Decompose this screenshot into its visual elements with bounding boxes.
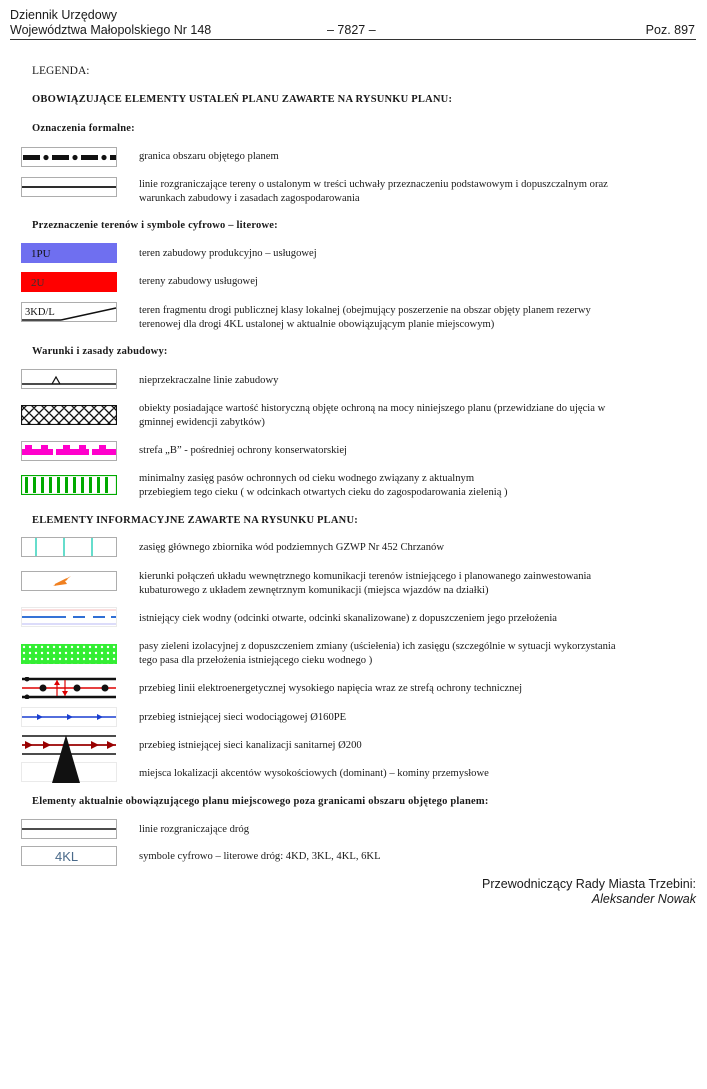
dividing-line-label-1: linie rozgraniczające tereny o ustalonym w treści uchwały przeznaczeniu podstawowym i dopuszczalnym oraz xyxy=(139,179,608,190)
powerline-symbol xyxy=(21,677,117,699)
protective-strip-symbol xyxy=(21,475,117,495)
road-symbol-code: 4KL xyxy=(55,849,79,864)
stream-symbol xyxy=(21,607,117,627)
stream-label: istniejący ciek wodny (odcinki otwarte, odcinki skanalizowane) z dopuszczeniem jego przełożenia xyxy=(139,613,557,624)
chimney-triangle-icon xyxy=(48,735,84,783)
aquifer-range-label: zasięg głównego zbiornika wód podziemnych GZWP Nr 452 Chrzanów xyxy=(139,542,444,553)
historic-object-label-2: gminnej ewidencji zabytków) xyxy=(139,417,265,428)
zone-2u-symbol xyxy=(21,272,117,292)
section-outside-heading: Elementy aktualnie obowiązującego planu miejscowego poza granicami obszaru objętego planem: xyxy=(32,796,489,807)
dividing-line-label-2: warunkach zabudowy i zasadach zagospodarowania xyxy=(139,193,360,204)
historic-object-symbol xyxy=(21,405,117,425)
access-direction-label-2: kubaturowego z układem zewnętrznym komunikacji (miejsca wjazdów na działki) xyxy=(139,585,489,596)
legend-title: LEGENDA: xyxy=(32,65,90,77)
header-rule xyxy=(10,39,696,40)
zone-3kdl-label-1: teren fragmentu drogi publicznej klasy lokalnej (obejmujący poszerzenie na obszar objęty planem rezerwy xyxy=(139,305,591,316)
subsection-formal-heading: Oznaczenia formalne: xyxy=(32,123,135,134)
page-number: – 7827 – xyxy=(327,23,376,37)
road-symbol-sample xyxy=(21,846,117,866)
isolation-green-symbol xyxy=(21,644,117,664)
road-symbol-label: symbole cyfrowo – literowe dróg: 4KD, 3KL, 4KL, 6KL xyxy=(139,851,381,862)
signature-role: Przewodniczący Rady Miasta Trzebini: xyxy=(482,877,696,891)
journal-title-line2: Województwa Małopolskiego Nr 148 xyxy=(10,23,212,37)
sewer-label: przebieg istniejącej sieci kanalizacji sanitarnej Ø200 xyxy=(139,740,362,751)
signature-name: Aleksander Nowak xyxy=(591,892,696,906)
building-line-symbol xyxy=(21,369,117,389)
historic-object-label-1: obiekty posiadające wartość historyczną objęte ochroną na mocy niniejszego planu (przewidziane do ujęcia w xyxy=(139,403,606,414)
section-binding-heading: OBOWIĄZUJĄCE ELEMENTY USTALEŃ PLANU ZAWARTE NA RYSUNKU PLANU: xyxy=(32,94,453,105)
plan-boundary-symbol xyxy=(21,147,117,167)
subsection-conditions-heading: Warunki i zasady zabudowy: xyxy=(32,346,168,357)
dividing-line-symbol xyxy=(21,177,117,197)
water-main-symbol xyxy=(21,707,117,727)
access-direction-symbol xyxy=(21,571,117,591)
zone-2u-code: 2U xyxy=(31,277,45,289)
isolation-green-label-2: tego pasa dla przełożenia istniejącego cieku wodnego ) xyxy=(139,655,373,666)
access-direction-label-1: kierunki połączeń układu wewnętrznego komunikacji terenów istniejącego i planowanego zainwestowania xyxy=(139,571,592,582)
isolation-green-label-1: pasy zieleni izolacyjnej z dopuszczeniem zmiany (uściełenia) ich zasięgu (szczególnie w sytuacji wykorzystania xyxy=(139,641,616,652)
building-line-label: nieprzekraczalne linie zabudowy xyxy=(139,375,279,386)
section-info-heading: ELEMENTY INFORMACYJNE ZAWARTE NA RYSUNKU PLANU: xyxy=(32,515,358,526)
zone-3kdl-label-2: terenowej dla drogi 4KL ustalonej w aktualnie obowiązującym planie miejscowym) xyxy=(139,319,495,330)
aquifer-range-symbol xyxy=(21,537,117,557)
zone-1pu-code: 1PU xyxy=(31,248,51,260)
subsection-use-heading: Przeznaczenie terenów i symbole cyfrowo – literowe: xyxy=(32,220,278,231)
zone-3kdl-symbol xyxy=(21,302,117,322)
zone-1pu-symbol xyxy=(21,243,117,263)
protective-strip-label-1: minimalny zasięg pasów ochronnych od cieku wodnego związany z aktualnym xyxy=(139,473,475,484)
road-line-symbol xyxy=(21,819,117,839)
position-number: Poz. 897 xyxy=(645,23,695,37)
conservation-zone-b-symbol xyxy=(21,441,117,461)
road-line-label: linie rozgraniczające dróg xyxy=(139,824,249,835)
water-main-label: przebieg istniejącej sieci wodociągowej Ø160PE xyxy=(139,712,347,723)
powerline-label: przebieg linii elektroenergetycznej wysokiego napięcia wraz ze strefą ochrony technicznej xyxy=(139,683,523,694)
zone-2u-label: tereny zabudowy usługowej xyxy=(139,276,258,287)
zone-3kdl-code: 3KD/L xyxy=(25,307,55,318)
journal-title-line1: Dziennik Urzędowy xyxy=(10,8,117,22)
protective-strip-label-2: przebiegiem tego cieku ( w odcinkach otwartych cieku do zagospodarowania zielenią ) xyxy=(139,487,508,498)
conservation-zone-b-label: strefa „B” - pośredniej ochrony konserwatorskiej xyxy=(139,445,347,456)
plan-boundary-label: granica obszaru objętego planem xyxy=(139,151,279,162)
zone-1pu-label: teren zabudowy produkcyjno – usługowej xyxy=(139,248,317,259)
dominant-label: miejsca lokalizacji akcentów wysokościowych (dominant) – kominy przemysłowe xyxy=(139,768,489,779)
